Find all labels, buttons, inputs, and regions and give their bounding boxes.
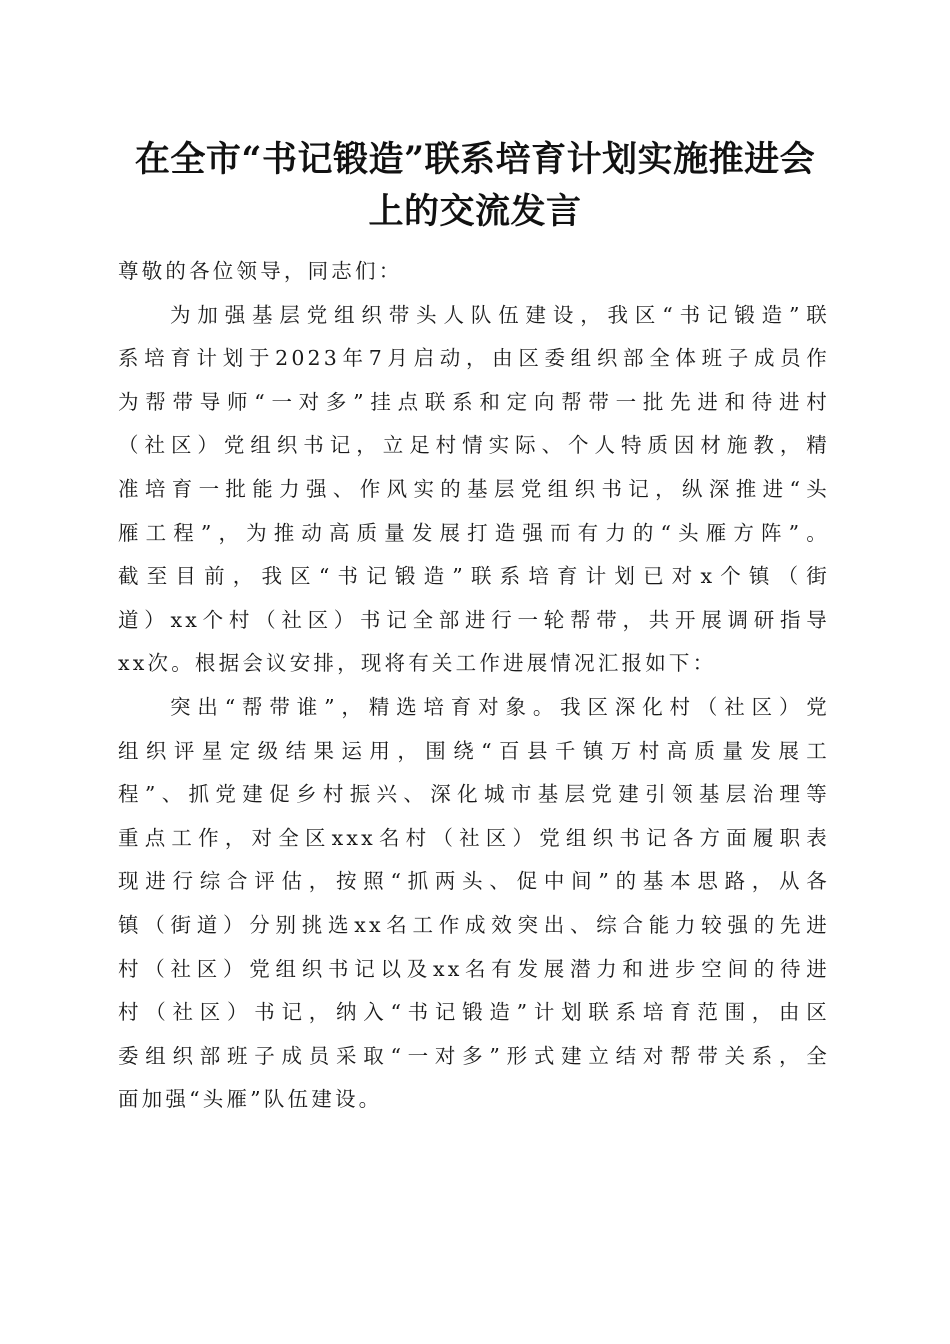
paragraph-line: 道）xx个村（社区）书记全部进行一轮帮带，共开展调研指导 [118, 607, 830, 632]
salutation: 尊敬的各位领导，同志们： [118, 259, 403, 283]
paragraph-2 [118, 686, 830, 1122]
paragraph-line: 准培育一批能力强、作风实的基层党组织书记，纵深推进“头 [118, 476, 830, 501]
paragraph-line: 镇（街道）分别挑选xx名工作成效突出、综合能力较强的先进 [118, 912, 830, 937]
paragraph-line: （社区）党组织书记，立足村情实际、个人特质因材施教，精 [118, 433, 830, 458]
paragraph-line: 组织评星定级结果运用，围绕“百县千镇万村高质量发展工 [118, 738, 830, 763]
paragraph-1 [118, 294, 830, 686]
paragraph-line: 村（社区）党组织书记以及xx名有发展潜力和进步空间的待进 [118, 956, 830, 981]
paragraph-line: 为帮带导师“一对多”挂点联系和定向帮带一批先进和待进村 [118, 389, 830, 414]
paragraph-line: 系培育计划于2023年7月启动，由区委组织部全体班子成员作 [118, 346, 830, 371]
paragraph-line: 委组织部班子成员采取“一对多”形式建立结对帮带关系，全 [118, 1043, 830, 1068]
paragraph-line: xx次。根据会议安排，现将有关工作进展情况汇报如下： [118, 651, 717, 676]
title-line-2: 上的交流发言 [368, 191, 582, 232]
paragraph-line: 现进行综合评估，按照“抓两头、促中间”的基本思路，从各 [118, 869, 830, 894]
paragraph-line: 为加强基层党组织带头人队伍建设，我区“书记锻造”联 [170, 302, 830, 327]
title-line-1: 在全市“书记锻造”联系培育计划实施推进会 [134, 139, 816, 180]
paragraph-line: 雁工程”，为推动高质量发展打造强而有力的“头雁方阵”。 [118, 520, 830, 545]
paragraph-line: 重点工作，对全区xxx名村（社区）党组织书记各方面履职表 [118, 825, 830, 850]
paragraph-line: 突出“帮带谁”，精选培育对象。我区深化村（社区）党 [170, 694, 830, 719]
paragraph-line: 截至目前，我区“书记锻造”联系培育计划已对x个镇（街 [118, 564, 830, 589]
paragraph-line: 程”、抓党建促乡村振兴、深化城市基层党建引领基层治理等 [118, 782, 830, 807]
document-title [108, 134, 842, 238]
document-body [118, 250, 830, 1122]
paragraph-line: 村（社区）书记，纳入“书记锻造”计划联系培育范围，由区 [118, 1000, 830, 1025]
paragraph-line: 面加强“头雁”队伍建设。 [118, 1087, 383, 1112]
